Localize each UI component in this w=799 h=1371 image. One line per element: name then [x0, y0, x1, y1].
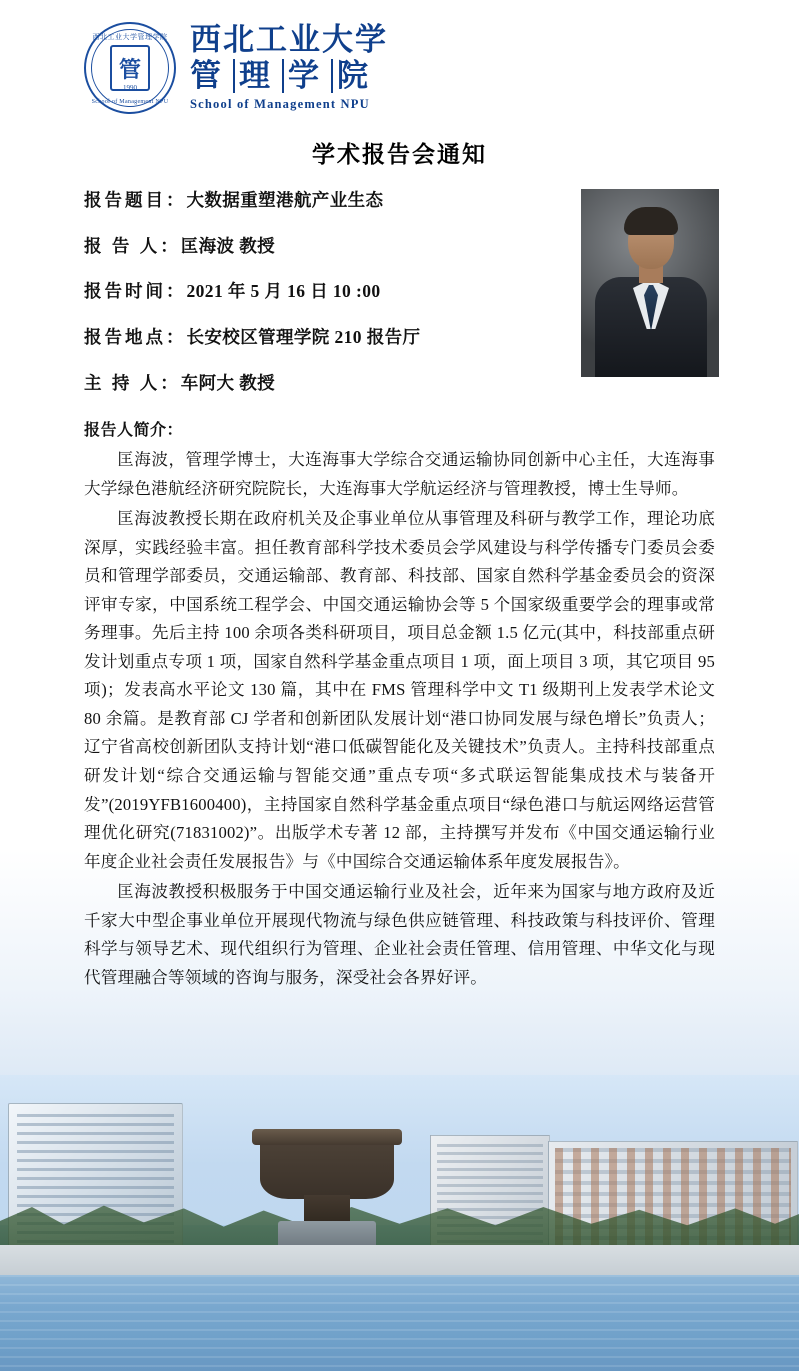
seal-top-text: 西北工业大学管理学院 — [92, 33, 168, 41]
meta-value-topic: 大数据重塑港航产业生态 — [186, 190, 384, 210]
meta-value-venue: 长安校区管理学院 210 报告厅 — [186, 326, 421, 347]
campus-photo — [0, 1075, 799, 1371]
wordmark-school — [190, 59, 388, 93]
wordmark-char-4: 院 — [337, 57, 374, 93]
bio-heading: 报告人简介： — [84, 422, 184, 440]
wordmark — [190, 24, 388, 112]
bio-paragraph: 匡海波，管理学博士，大连海事大学综合交通运输协同创新中心主任，大连海事大学绿色港航经济研究院院长，大连海事大学航运经济与管理教授，博士生导师。 — [84, 450, 715, 498]
wordmark-english: School of Management NPU — [190, 96, 370, 111]
lake-water — [0, 1275, 799, 1371]
meta-section — [84, 189, 715, 395]
meta-label-host: 主 持 人： — [84, 372, 181, 393]
speaker-portrait — [581, 189, 719, 377]
seal-bottom-text: School of Management NPU — [91, 99, 169, 105]
bio-paragraph: 匡海波教授长期在政府机关及企事业单位从事管理及科研与教学工作，理论功底深厚，实践经验丰富。担任教育部科学技术委员会学风建设与科学传播专门委员会委员和管理学部委员，交通运输部、教育部、科技部、国家自然科学基金委员会的资深评审专家，中国系统工程学会、中国交通运输协会等 5 个国家级重要学会的理事或常务理事。先后主持 100 余项各类科研项目，项目总金额 1.5 亿元(其中，科技部重点研发计划重点专项 1 项，国家自然科学基金重点项目 1 项，面上项目 3 项，其它项目 95 项)；发表高水平论文 130 篇，其中在 FMS 管理科学中文 T1 级期刊上发表学术论文 80 余篇。是教育部 CJ 学者和创新团队发展计划“港口协同发展与绿色增长”负责人；辽宁省高校创新团队支持计划“港口低碳智能化及关键技术”负责人。主持科技部重点研发计划“综合交通运输与智能交通”重点专项“多式联运智能集成技术与装备开发”(2019YFB1600400)，主持国家自然科学基金重点项目“绿色港口与航运网络运营管理优化研究(71831002)”。出版学术专著 12 部，主持撰写并发布《中国交通运输行业年度企业社会责任发展报告》与《中国综合交通运输体系年度发展报告》。 — [84, 509, 715, 871]
meta-label-venue: 报告地点： — [84, 326, 187, 347]
seal-year: 1990 — [123, 84, 137, 92]
wordmark-char-1: 管 — [190, 59, 235, 93]
meta-value-host: 车阿大 教授 — [180, 372, 276, 393]
meta-value-speaker: 匡海波 教授 — [180, 235, 276, 256]
bio-paragraph: 匡海波教授积极服务于中国交通运输行业及社会，近年来为国家与地方政府及近千家大中型企事业单位开展现代物流与绿色供应链管理、科技政策与科技评价、管理科学与领导艺术、现代组织行为管理、企业社会责任管理、信用管理、中华文化与现代管理融合等领域的咨询与服务，深受社会各界好评。 — [84, 882, 715, 987]
meta-value-time: 2021 年 5 月 16 日 10 :00 — [186, 281, 381, 302]
school-seal-icon — [84, 22, 176, 114]
page-title: 学术报告会通知 — [312, 142, 487, 167]
bronze-urn-sculpture — [252, 1117, 402, 1249]
meta-label-speaker: 报 告 人： — [84, 235, 181, 256]
seal-center-glyph: 管 — [110, 45, 150, 91]
wordmark-char-2: 理 — [239, 59, 284, 93]
wordmark-university: 西北工业大学 — [190, 22, 388, 58]
university-logo — [84, 0, 715, 120]
wordmark-char-3: 学 — [288, 59, 333, 93]
meta-label-topic: 报告题目： — [84, 190, 187, 210]
meta-label-time: 报告时间： — [84, 281, 187, 302]
